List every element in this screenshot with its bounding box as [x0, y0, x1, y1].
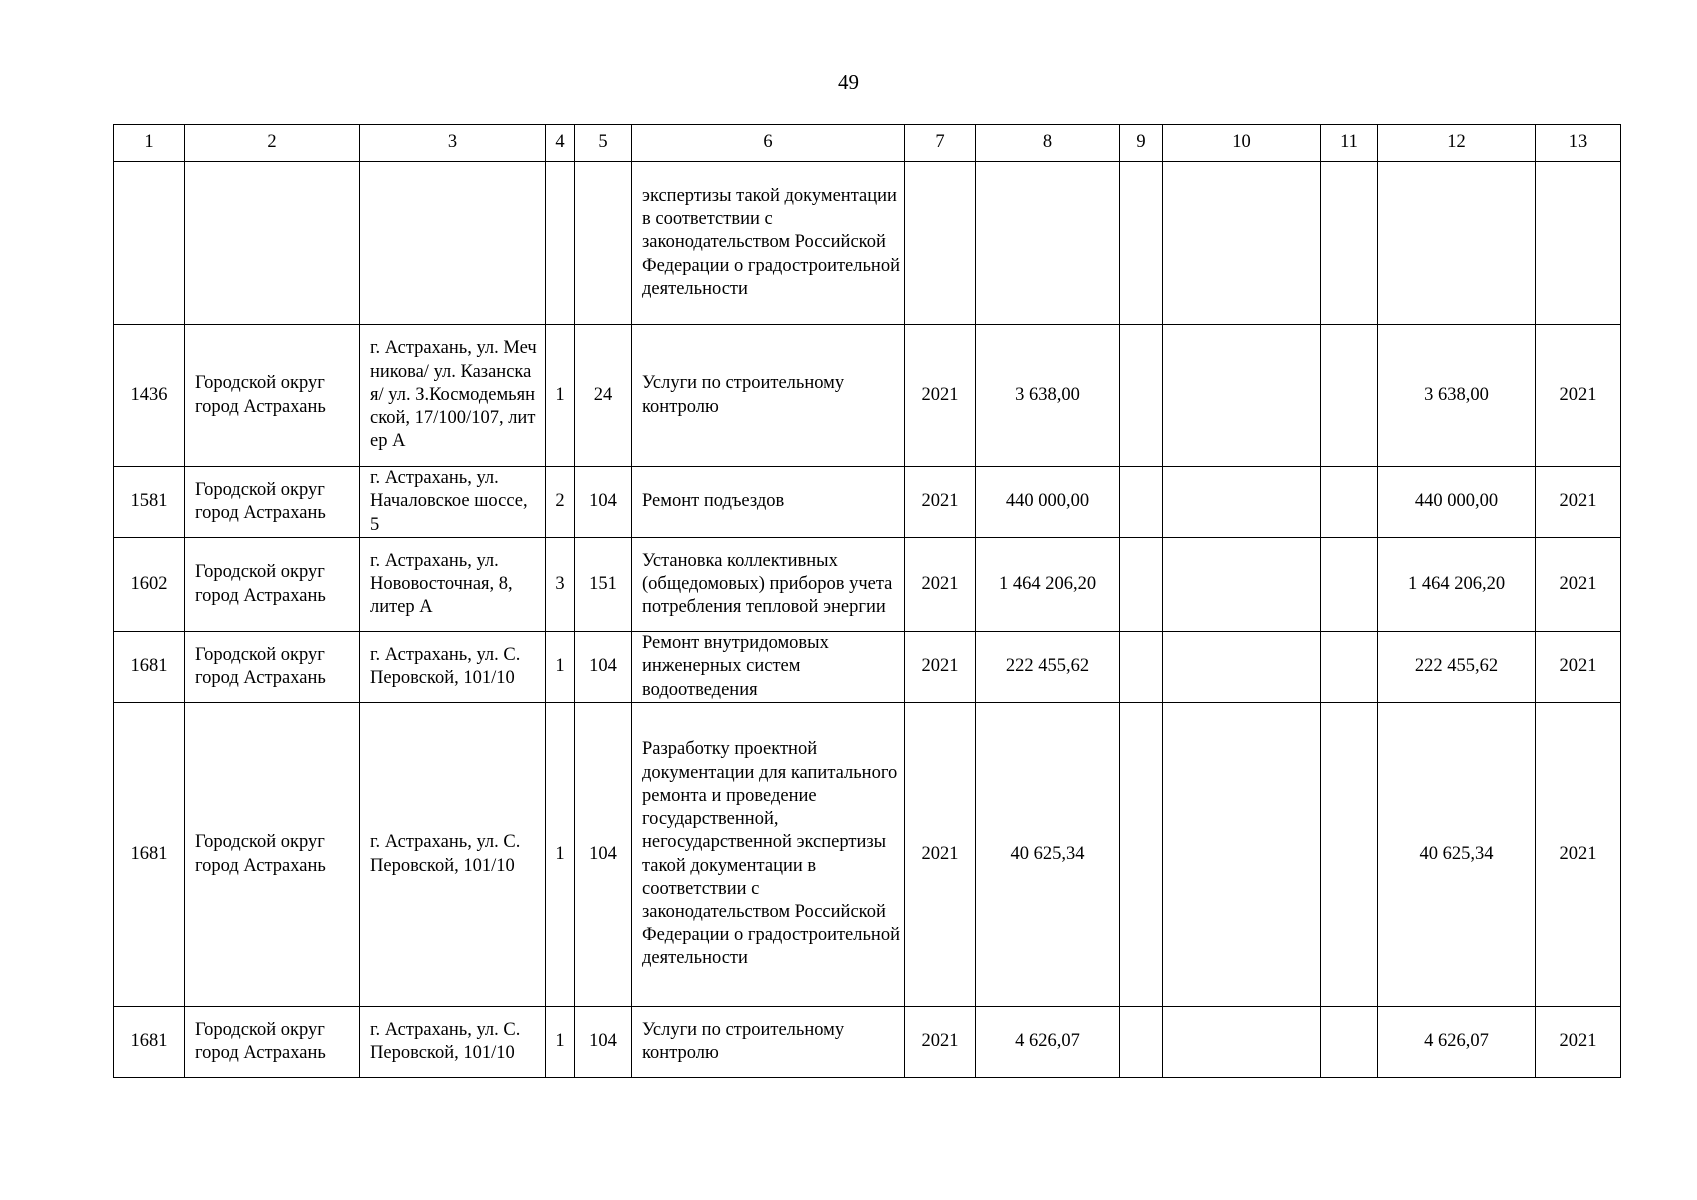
cell-col9: [1120, 632, 1163, 703]
column-header: 12: [1378, 125, 1536, 162]
cell-col4: 1: [546, 325, 575, 467]
cell-col4: 2: [546, 467, 575, 538]
cell-address: г. Астрахань, ул. С. Перовской, 101/10: [360, 1007, 546, 1078]
cell-col5: 24: [575, 325, 632, 467]
cell-col5: 104: [575, 632, 632, 703]
cell-amount: 4 626,07: [976, 1007, 1120, 1078]
cell-total: 440 000,00: [1378, 467, 1536, 538]
cell-municipality: [185, 162, 360, 325]
cell-col10: [1163, 162, 1321, 325]
cell-municipality: Городской округ город Астрахань: [185, 538, 360, 632]
cell-municipality: Городской округ город Астрахань: [185, 1007, 360, 1078]
cell-col10: [1163, 703, 1321, 1007]
cell-col10: [1163, 1007, 1321, 1078]
cell-municipality: Городской округ город Астрахань: [185, 325, 360, 467]
cell-col9: [1120, 1007, 1163, 1078]
column-header: 11: [1321, 125, 1378, 162]
cell-work-type: Услуги по строительному контролю: [632, 325, 905, 467]
cell-year: 2021: [905, 1007, 976, 1078]
cell-year-end: 2021: [1536, 632, 1621, 703]
cell-address: г. Астрахань, ул. С. Перовской, 101/10: [360, 632, 546, 703]
cell-col5: [575, 162, 632, 325]
data-table: [113, 124, 1621, 1078]
cell-col11: [1321, 703, 1378, 1007]
cell-amount: 3 638,00: [976, 325, 1120, 467]
column-header: 6: [632, 125, 905, 162]
cell-address: г. Астрахань, ул. Началовское шоссе, 5: [360, 467, 546, 538]
table-row: [114, 703, 1621, 1007]
cell-col4: 1: [546, 1007, 575, 1078]
cell-year: 2021: [905, 538, 976, 632]
cell-col4: 3: [546, 538, 575, 632]
cell-col9: [1120, 703, 1163, 1007]
cell-work-type: Разработку проектной документации для капитального ремонта и проведение государственной, негосударственной экспертизы такой документации в соответствии с законодательством Российской Федерации о градостроительной деятельности: [632, 703, 905, 1007]
cell-col9: [1120, 538, 1163, 632]
column-header: 10: [1163, 125, 1321, 162]
cell-year: 2021: [905, 703, 976, 1007]
cell-col10: [1163, 538, 1321, 632]
cell-address: г. Астрахань, ул. С. Перовской, 101/10: [360, 703, 546, 1007]
cell-work-type: Услуги по строительному контролю: [632, 1007, 905, 1078]
cell-number: 1436: [114, 325, 185, 467]
cell-work-type: Установка коллективных (общедомовых) приборов учета потребления тепловой энергии: [632, 538, 905, 632]
cell-address: г. Астрахань, ул. Нововосточная, 8, литер А: [360, 538, 546, 632]
cell-number: 1681: [114, 703, 185, 1007]
cell-col10: [1163, 467, 1321, 538]
cell-col5: 104: [575, 467, 632, 538]
cell-col11: [1321, 467, 1378, 538]
cell-work-type: Ремонт внутридомовых инженерных систем водоотведения: [632, 632, 905, 703]
table-row: [114, 325, 1621, 467]
cell-col5: 151: [575, 538, 632, 632]
cell-col5: 104: [575, 1007, 632, 1078]
table-row: [114, 1007, 1621, 1078]
cell-col5: 104: [575, 703, 632, 1007]
cell-col10: [1163, 325, 1321, 467]
cell-municipality: Городской округ город Астрахань: [185, 703, 360, 1007]
column-header: 4: [546, 125, 575, 162]
cell-year: [905, 162, 976, 325]
cell-col11: [1321, 538, 1378, 632]
cell-year: 2021: [905, 325, 976, 467]
column-header: 7: [905, 125, 976, 162]
cell-col4: [546, 162, 575, 325]
column-header: 2: [185, 125, 360, 162]
cell-col10: [1163, 632, 1321, 703]
cell-col9: [1120, 325, 1163, 467]
cell-amount: 440 000,00: [976, 467, 1120, 538]
cell-number: 1681: [114, 632, 185, 703]
cell-year-end: 2021: [1536, 703, 1621, 1007]
cell-number: [114, 162, 185, 325]
table-row: [114, 467, 1621, 538]
cell-amount: 222 455,62: [976, 632, 1120, 703]
cell-year: 2021: [905, 632, 976, 703]
cell-year-end: [1536, 162, 1621, 325]
cell-year: 2021: [905, 467, 976, 538]
cell-col11: [1321, 162, 1378, 325]
cell-total: 3 638,00: [1378, 325, 1536, 467]
column-header: 9: [1120, 125, 1163, 162]
column-header: 3: [360, 125, 546, 162]
cell-municipality: Городской округ город Астрахань: [185, 632, 360, 703]
cell-municipality: Городской округ город Астрахань: [185, 467, 360, 538]
cell-total: 40 625,34: [1378, 703, 1536, 1007]
cell-amount: 1 464 206,20: [976, 538, 1120, 632]
cell-col11: [1321, 1007, 1378, 1078]
cell-number: 1681: [114, 1007, 185, 1078]
table-row: [114, 162, 1621, 325]
cell-address: г. Астрахань, ул. Мечникова/ ул. Казанская/ ул. З.Космодемьянской, 17/100/107, литер А: [360, 325, 546, 467]
cell-number: 1602: [114, 538, 185, 632]
cell-total: [1378, 162, 1536, 325]
column-header: 1: [114, 125, 185, 162]
cell-col9: [1120, 467, 1163, 538]
page-number: 49: [838, 70, 859, 94]
cell-col9: [1120, 162, 1163, 325]
header-row: [114, 125, 1621, 162]
cell-col11: [1321, 632, 1378, 703]
cell-address: [360, 162, 546, 325]
table-row: [114, 632, 1621, 703]
cell-amount: 40 625,34: [976, 703, 1120, 1007]
cell-number: 1581: [114, 467, 185, 538]
column-header: 5: [575, 125, 632, 162]
cell-work-type: Ремонт подъездов: [632, 467, 905, 538]
cell-year-end: 2021: [1536, 1007, 1621, 1078]
cell-total: 222 455,62: [1378, 632, 1536, 703]
cell-col4: 1: [546, 632, 575, 703]
column-header: 8: [976, 125, 1120, 162]
cell-total: 1 464 206,20: [1378, 538, 1536, 632]
cell-year-end: 2021: [1536, 467, 1621, 538]
table-row: [114, 538, 1621, 632]
cell-work-type: экспертизы такой документации в соответствии с законодательством Российской Федерации о градостроительной деятельности: [632, 162, 905, 325]
cell-amount: [976, 162, 1120, 325]
cell-col11: [1321, 325, 1378, 467]
cell-year-end: 2021: [1536, 325, 1621, 467]
column-header: 13: [1536, 125, 1621, 162]
cell-total: 4 626,07: [1378, 1007, 1536, 1078]
cell-col4: 1: [546, 703, 575, 1007]
cell-year-end: 2021: [1536, 538, 1621, 632]
